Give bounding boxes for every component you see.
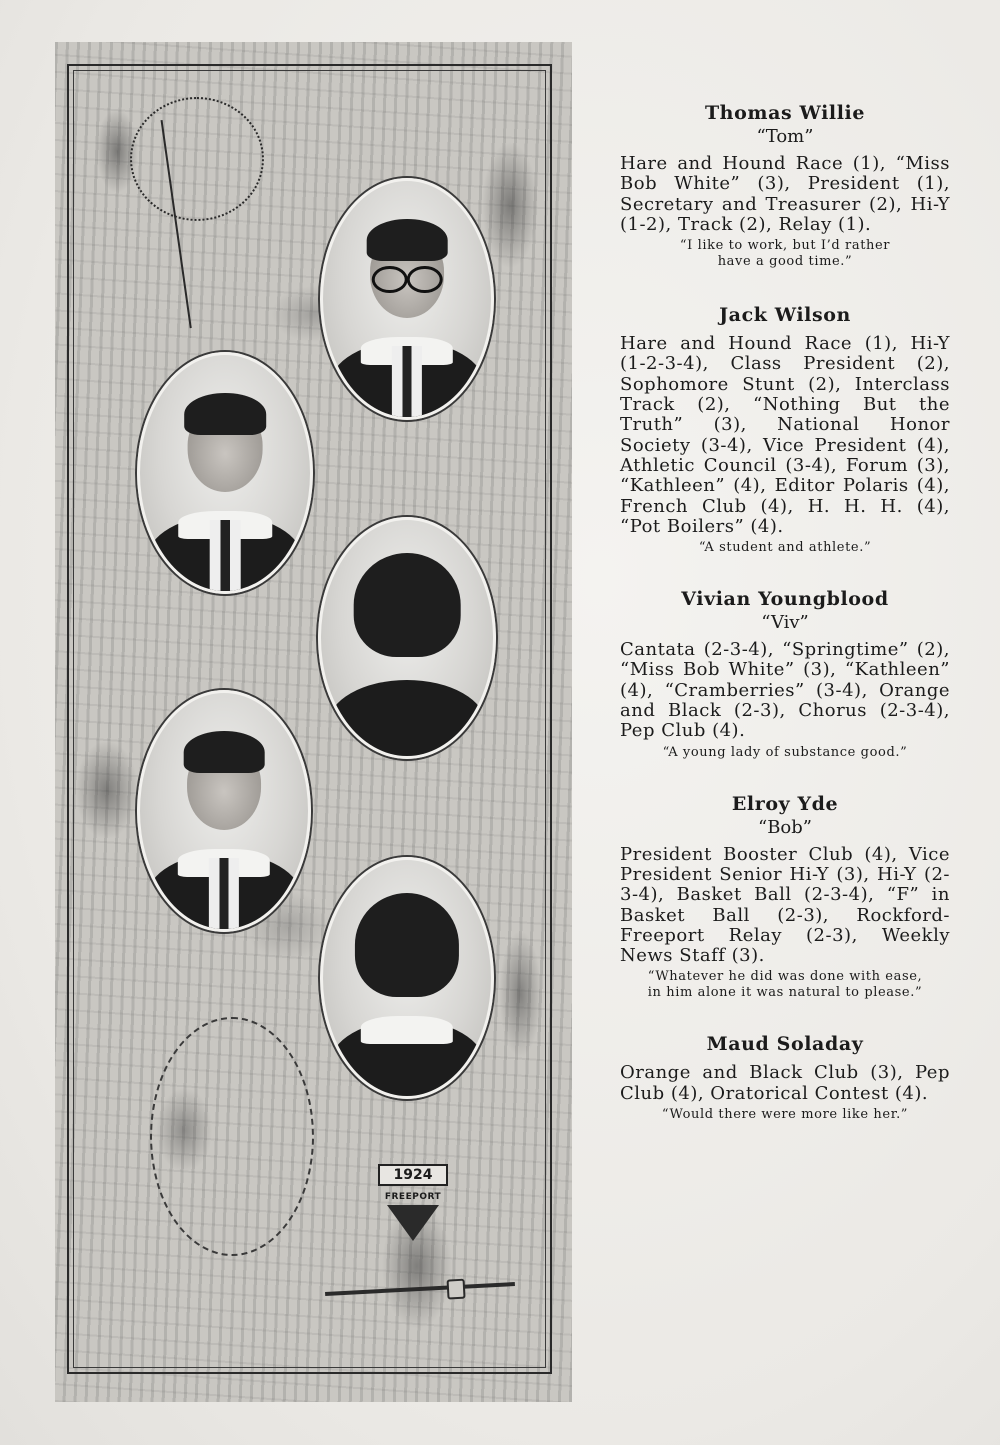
quote-line: have a good time.” [717,254,853,270]
student-name: Elroy Yde [731,792,839,815]
portrait-vivian-youngblood [318,517,496,759]
student-nickname: “Bob” [758,816,812,838]
senior-quote [620,238,950,270]
quote-line: “A young lady of substance good.” [662,744,908,760]
student-nickname: “Viv” [761,612,809,634]
activities-text: President Booster Club (4), Vice President Senior Hi-Y (3), Hi-Y (2-3-4), Basket Ball (2-3-4), “F” in Basket Ball (2-3), Rockford-Freeport Relay (2-3), Weekly News Staff (3). [620,843,950,967]
portrait-maud-soladay [320,857,494,1099]
student-name: Jack Wilson [719,304,851,327]
portrait-thomas-willie [320,178,494,420]
bio-entry [620,791,950,1002]
crest-year: 1924 [378,1164,448,1186]
quote-line: “A student and athlete.” [698,540,872,556]
activities-text: Cantata (2-3-4), “Springtime” (2), “Miss Bob White” (3), “Kathleen” (4), “Cramberries” (3-4), Orange and Black (2-3), Chorus (2-3-4), Pep Club (4). [620,639,950,742]
senior-quote [620,540,950,556]
quote-line: “Would there were more like her.” [661,1107,909,1123]
student-nickname: “Tom” [756,126,814,147]
activities-text: Orange and Black Club (3), Pep Club (4), Oratorical Contest (4). [620,1062,950,1104]
bio-entry [620,1031,950,1123]
school-crest [378,1164,448,1249]
senior-quote [620,745,950,761]
student-name: Maud Soladay [706,1033,864,1056]
portrait-jack-wilson [137,352,313,594]
bio-entry [620,586,950,760]
student-name: Vivian Youngblood [681,588,889,611]
bio-entry [620,302,950,556]
activities-text: Hare and Hound Race (1), “Miss Bob White” (3), President (1), Secretary and Treasurer (2), Hi-Y (1-2), Track (2), Relay (1). [620,153,950,235]
senior-quote [620,969,950,1001]
empty-oval-outline [150,1017,314,1256]
senior-quote [620,1107,950,1123]
student-name: Thomas Willie [704,102,866,124]
bio-entry [620,100,950,270]
quote-line: in him alone it was natural to please.” [647,985,923,1001]
quote-line: “Whatever he did was done with ease, [647,969,923,985]
decorative-panel [55,42,572,1402]
portrait-elroy-yde [137,690,311,932]
quote-line: “I like to work, but I’d rather [679,238,891,254]
activities-text: Hare and Hound Race (1), Hi-Y (1-2-3-4), Class President (2), Sophomore Stunt (2), Interclass Track (2), “Nothing But the Truth” (3), National Honor Society (3-4), Vice President (4), Athletic Council (3-4), Forum (3), “Kathleen” (4), Editor Polaris (4), French Club (4), H. H. H. (4), “Pot Boilers” (4). [620,333,950,537]
senior-bios [620,100,950,1123]
crest-name: FREEPORT [384,1192,442,1202]
crest-shield-icon [387,1205,439,1241]
